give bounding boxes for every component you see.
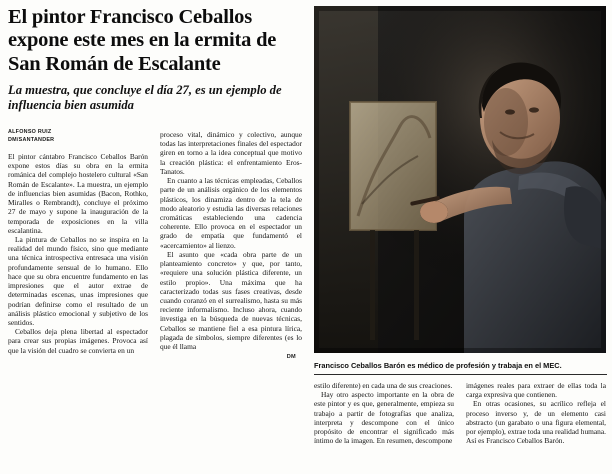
subheadline: La muestra, que concluye el día 27, es un ejemplo de influencia bien asumida bbox=[8, 83, 282, 112]
article-column-1 bbox=[8, 152, 148, 355]
paragraph: En cuanto a las técnicas empleadas, Ceballos parte de un análisis orgánico de los elementos plásticos, los dinamiza dentro de la tela de modo aleatorio y estudia las diversas relaciones cromáticas estableciendo una cadencia coherente. Ello provoca en el espectador un grado de empatía que fundamentó el «acercamiento» al lienzo. bbox=[160, 176, 302, 250]
byline-place: DM/SANTANDER bbox=[8, 136, 55, 143]
paragraph: El pintor cántabro Francisco Ceballos Barón expone estos días su obra en la ermita románica del complejo hostelero cultural «San Román de Escalante». La muestra, un ejemplo de influencias bien asumidas (Bacon, Rothko, Miralles o Rembrandt), concluye el próximo 27 de mayo y supone la inauguración de la temporada de exposiciones en la villa escalantina. bbox=[8, 152, 148, 235]
article-column-4 bbox=[466, 381, 606, 446]
paragraph: Ceballos deja plena libertad al espectador para crear sus propias imágenes. Provoca así que la visión del cuadro se convierta en un bbox=[8, 327, 148, 355]
byline bbox=[8, 129, 148, 145]
headline-block bbox=[8, 6, 304, 113]
article-column-2 bbox=[160, 130, 302, 351]
paragraph: Hay otro aspecto importante en la obra de este pintor y es que, generalmente, empieza su trabajo a partir de fotografías que analiza, interpreta y descompone con el único propósito de encontrar el significado más íntimo de la imagen. En resumen, descompone bbox=[314, 390, 454, 446]
article-photo bbox=[314, 6, 606, 353]
article-column-3 bbox=[314, 381, 454, 446]
paragraph: imágenes reales para extraer de ellas toda la carga expresiva que contienen. bbox=[466, 381, 606, 400]
paragraph: estilo diferente) en cada una de sus creaciones. bbox=[314, 381, 453, 390]
paragraph: En otras ocasiones, su acrílico refleja el proceso inverso y, de un elemento casi abstracto (un garabato o una figura elemental, por ejemplo), extrae toda una realidad humana. Así es Francisco Ceballos Barón. bbox=[466, 399, 606, 446]
byline-author: ALFONSO RUIZ bbox=[8, 129, 52, 135]
photo-credit: DM bbox=[286, 354, 296, 360]
paragraph: El asunto que «cada obra parte de un planteamiento concreto» y que, por tanto, «requiere una solución plástica diferente, un estilo propio». Una máxima que ha caracterizado todas sus fases creativas, desde cuando coranzó en el surrealismo, hasta su más reciente informalismo. Incluso ahora, cuando investiga en la búsqueda de nuevas técnicas, Ceballos se mantiene fiel a esa pintura lírica, plagada de símbolos, siempre diferentes (es lo que él llama bbox=[160, 249, 302, 352]
photo-illustration bbox=[314, 6, 606, 353]
paragraph: La pintura de Ceballos no se inspira en la realidad del mundo físico, sino que mediante una técnica introspectiva entresaca una visión profundamente sensual de lo humano. Ello hace que su obra encuentre fundamento en las impresiones que el autor extrae de determinadas escenas, unas impresiones que podrían definirse como el resultado de un análisis plástico emocional y subjetivo de los sentidos. bbox=[8, 234, 148, 327]
paragraph: proceso vital, dinámico y colectivo, aunque todas las interpretaciones finales del espectador giren en torno a la idea conceptual que motivo la creación plástica: el enfrentamiento Eros-Tanatos. bbox=[160, 130, 302, 176]
photo-caption: Francisco Ceballos Barón es médico de profesión y trabaja en el MEC. bbox=[314, 361, 607, 375]
page-title: El pintor Francisco Ceballos expone este mes en la ermita de San Román de Escalante bbox=[8, 6, 277, 75]
